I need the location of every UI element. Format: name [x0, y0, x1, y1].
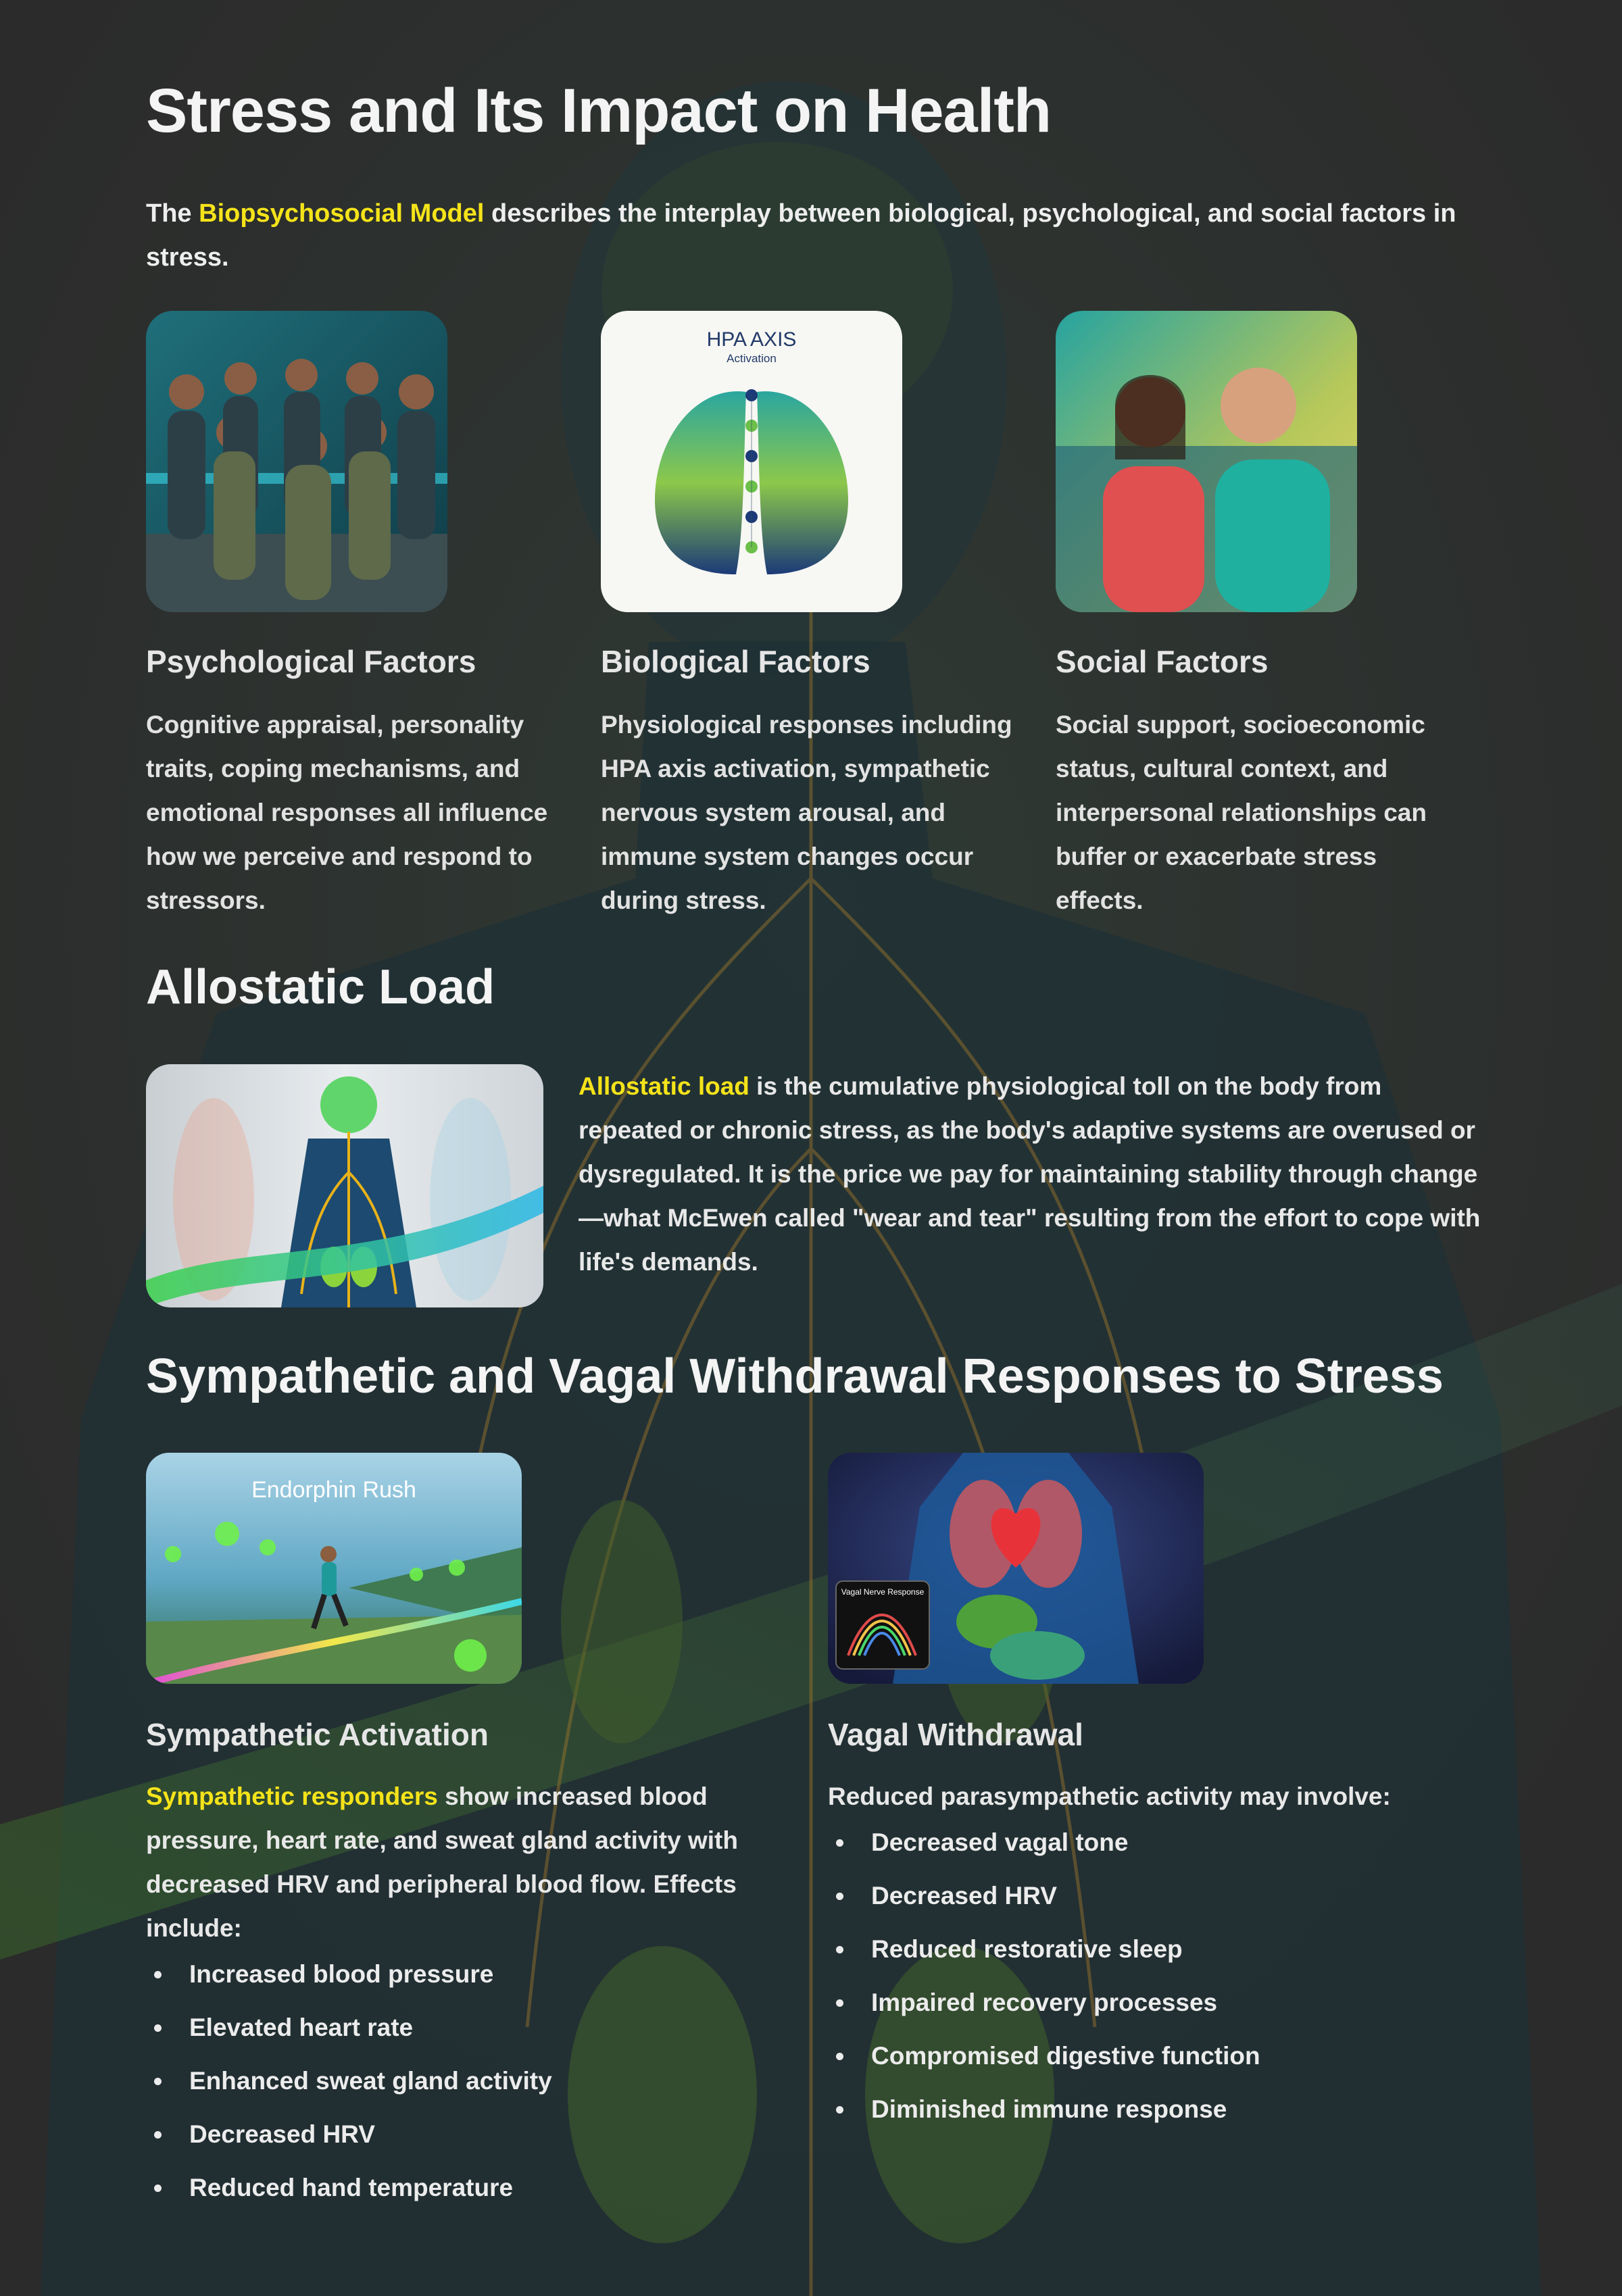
allostatic-load-heading: Allostatic Load: [146, 960, 495, 1014]
list-item: Impaired recovery processes: [828, 1976, 1436, 2029]
sympathetic-activation-body: show increased blood pressure, heart rate, and sweat gland activity with decreased HRV and peripheral blood flow. Effects include:: [146, 1782, 738, 1942]
psychological-factors-card: [146, 311, 558, 914]
sympathetic-activation-section: [146, 1453, 768, 2201]
intro-highlight: Biopsychosocial Model: [199, 199, 485, 228]
list-item: Increased blood pressure: [146, 1947, 754, 2001]
list-item: Decreased vagal tone: [828, 1816, 1436, 1869]
sympathetic-activation-heading: Sympathetic Activation: [146, 1717, 489, 1752]
biological-factors-heading: Biological Factors: [601, 644, 870, 679]
page-title: Stress and Its Impact on Health: [146, 76, 1052, 145]
sympathetic-effects-list: [146, 1947, 754, 2214]
list-item: Elevated heart rate: [146, 2001, 754, 2054]
group-support-circle-photo: [146, 311, 447, 612]
social-connection-photo: [1056, 311, 1357, 612]
hpa-axis-subtitle: Activation: [727, 352, 777, 365]
responses-heading: Sympathetic and Vagal Withdrawal Responses to Stress: [146, 1349, 1444, 1403]
list-item: Compromised digestive function: [828, 2029, 1436, 2082]
list-item: Decreased HRV: [146, 2107, 754, 2161]
psychological-factors-heading: Psychological Factors: [146, 644, 476, 679]
vagal-nerve-caption: Vagal Nerve Response: [841, 1587, 925, 1597]
biological-factors-text: Physiological responses including HPA axis activation, sympathetic nervous system arousal, and immune system changes occur during stress.: [601, 711, 1012, 914]
sympathetic-responders-highlight: Sympathetic responders: [146, 1782, 438, 1810]
list-item: Diminished immune response: [828, 2082, 1436, 2136]
social-factors-text: Social support, socioeconomic status, cultural context, and interpersonal relationships can buffer or exacerbate stress effects.: [1056, 711, 1427, 914]
vagal-withdrawal-text: Reduced parasympathetic activity may involve:: [828, 1782, 1391, 1810]
intro-text-before: The: [146, 199, 199, 228]
biological-factors-card: [601, 311, 1013, 914]
sympathetic-activation-text: [146, 1774, 768, 1950]
intro-text-after: describes the interplay between biological, psychological, and social factors in stress.: [146, 199, 1456, 272]
social-factors-heading: Social Factors: [1056, 644, 1269, 679]
vagal-withdrawal-heading: Vagal Withdrawal: [828, 1717, 1083, 1752]
endorphin-rush-caption: Endorphin Rush: [251, 1477, 416, 1503]
intro-paragraph: [146, 192, 1471, 280]
allostatic-body-illustration: [146, 1064, 543, 1307]
social-factors-card: [1056, 311, 1468, 914]
allostatic-load-text: [579, 1064, 1484, 1284]
hpa-axis-diagram: [601, 311, 902, 612]
endorphin-rush-runner-illustration: [146, 1453, 522, 1684]
vagal-nerve-torso-illustration: [828, 1453, 1204, 1684]
vagal-withdrawal-section: [828, 1453, 1450, 2123]
list-item: Reduced restorative sleep: [828, 1922, 1436, 1976]
allostatic-load-highlight: Allostatic load: [579, 1072, 749, 1100]
hpa-axis-title: HPA AXIS: [706, 328, 797, 351]
psychological-factors-text: Cognitive appraisal, personality traits, coping mechanisms, and emotional responses all influence how we perceive and respond to stressors.: [146, 711, 548, 914]
allostatic-load-body: is the cumulative physiological toll on the body from repeated or chronic stress, as the body's adaptive systems are overused or dysregulated. It is the price we pay for maintaining stability through change—what McEwen called "wear and tear" resulting from the effort to cope with life's demands.: [579, 1072, 1481, 1276]
list-item: Reduced hand temperature: [146, 2161, 754, 2214]
vagal-effects-list: [828, 1816, 1436, 2136]
list-item: Enhanced sweat gland activity: [146, 2054, 754, 2107]
list-item: Decreased HRV: [828, 1869, 1436, 1922]
